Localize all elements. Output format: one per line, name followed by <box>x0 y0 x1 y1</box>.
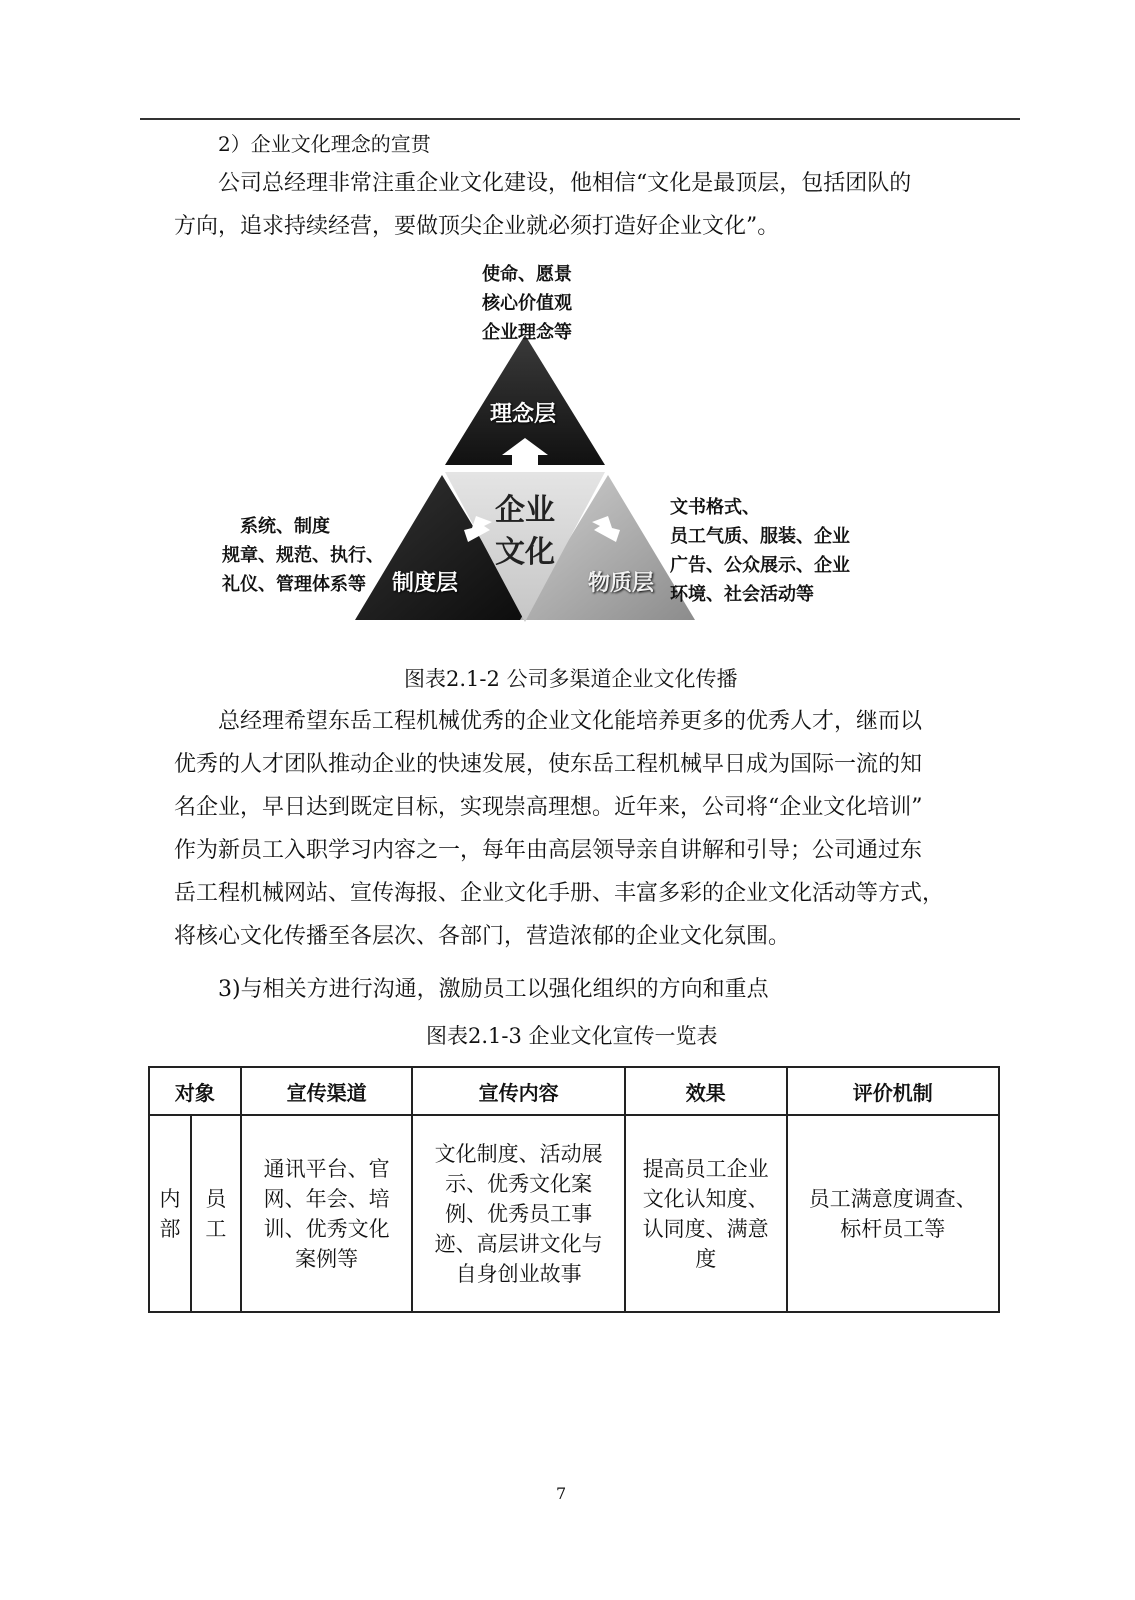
effect-cell <box>625 1115 787 1312</box>
target-text: 员工 <box>205 1186 227 1241</box>
header-channel: 宣传渠道 <box>241 1067 413 1115</box>
channel-line: 训、优秀文化 <box>263 1216 390 1241</box>
right-description-line: 员工气质、服装、企业 <box>670 526 850 547</box>
body-line: 将核心文化传播至各层次、各部门，营造浓郁的企业文化氛围。 <box>174 924 791 949</box>
body-line: 优秀的人才团队推动企业的快速发展，使东岳工程机械早日成为国际一流的知 <box>174 752 923 777</box>
left-layer-label: 制度层 <box>392 571 459 596</box>
figure-caption: 图表2.1-2 公司多渠道企业文化传播 <box>404 667 738 691</box>
target-cell <box>191 1115 241 1312</box>
right-description-line: 环境、社会活动等 <box>670 584 814 605</box>
evaluation-text <box>809 1184 977 1244</box>
evaluation-cell <box>787 1115 1000 1312</box>
intro-line: 公司总经理非常注重企业文化建设，他相信“文化是最顶层，包括团队的 <box>218 171 912 196</box>
effect-line: 提高员工企业 <box>642 1156 769 1181</box>
header-content: 宣传内容 <box>412 1067 624 1115</box>
table-header-row <box>149 1067 999 1115</box>
top-description-line: 企业理念等 <box>482 322 572 343</box>
section-heading: 2）企业文化理念的宣贯 <box>218 132 431 156</box>
top-description-line: 核心价值观 <box>482 293 572 314</box>
table-caption: 图表2.1-3 企业文化宣传一览表 <box>426 1024 718 1048</box>
right-description-line: 广告、公众展示、企业 <box>670 555 850 576</box>
content-line: 例、优秀员工事 <box>445 1201 593 1226</box>
effect-line: 认同度、满意 <box>642 1216 769 1241</box>
center-label-line: 文化 <box>495 535 555 570</box>
evaluation-line: 标杆员工等 <box>840 1216 946 1241</box>
scope-text: 内部 <box>159 1186 181 1241</box>
intro-line: 方向，追求持续经营，要做顶尖企业就必须打造好企业文化”。 <box>174 214 780 239</box>
content-cell <box>412 1115 624 1312</box>
intro-paragraph <box>174 162 974 248</box>
effect-text <box>643 1154 769 1274</box>
top-layer-label: 理念层 <box>490 402 557 427</box>
effect-line: 度 <box>695 1246 717 1271</box>
subheading-3: 3)与相关方进行沟通，激励员工以强化组织的方向和重点 <box>218 977 769 1002</box>
channel-line: 通讯平台、官 <box>263 1156 390 1181</box>
center-label-line: 企业 <box>495 493 555 528</box>
content-line: 迹、高层讲文化与 <box>434 1231 603 1256</box>
body-line: 作为新员工入职学习内容之一，每年由高层领导亲自讲解和引导；公司通过东 <box>174 838 923 863</box>
left-description-line: 规章、规范、执行、 <box>222 545 384 566</box>
header-target: 对象 <box>149 1067 241 1115</box>
content-line: 示、优秀文化案 <box>445 1171 593 1196</box>
content-line: 自身创业故事 <box>455 1261 582 1286</box>
channel-line: 案例等 <box>295 1246 359 1271</box>
right-description-line: 文书格式、 <box>670 497 760 518</box>
body-line: 名企业，早日达到既定目标，实现崇高理想。近年来，公司将“企业文化培训” <box>174 795 923 820</box>
left-description-line: 礼仪、管理体系等 <box>222 574 366 595</box>
channel-cell <box>241 1115 413 1312</box>
subheading-3-wrap <box>174 968 974 1011</box>
header-effect: 效果 <box>625 1067 787 1115</box>
right-description <box>670 493 850 609</box>
body-line: 总经理希望东岳工程机械优秀的企业文化能培养更多的优秀人才，继而以 <box>218 709 923 734</box>
center-label <box>490 490 560 574</box>
body-paragraph <box>174 700 974 958</box>
right-layer-label: 物质层 <box>588 571 655 596</box>
page-number: 7 <box>556 1484 567 1503</box>
header-rule <box>140 118 1020 120</box>
content-text <box>435 1139 603 1289</box>
table-row <box>149 1115 999 1312</box>
body-line: 岳工程机械网站、宣传海报、企业文化手册、丰富多彩的企业文化活动等方式， <box>174 881 945 906</box>
effect-line: 文化认知度、 <box>642 1186 769 1211</box>
top-description-line: 使命、愿景 <box>482 264 572 285</box>
top-description <box>482 260 572 347</box>
channel-text <box>264 1154 390 1274</box>
evaluation-line: 员工满意度调查、 <box>808 1186 977 1211</box>
content-line: 文化制度、活动展 <box>434 1141 603 1166</box>
left-description-line: 系统、制度 <box>240 516 330 537</box>
culture-promotion-table <box>148 1066 1000 1313</box>
culture-triangle-diagram <box>200 260 920 650</box>
channel-line: 网、年会、培 <box>263 1186 390 1211</box>
scope-cell <box>149 1115 191 1312</box>
header-evaluation: 评价机制 <box>787 1067 1000 1115</box>
left-description <box>222 512 384 599</box>
